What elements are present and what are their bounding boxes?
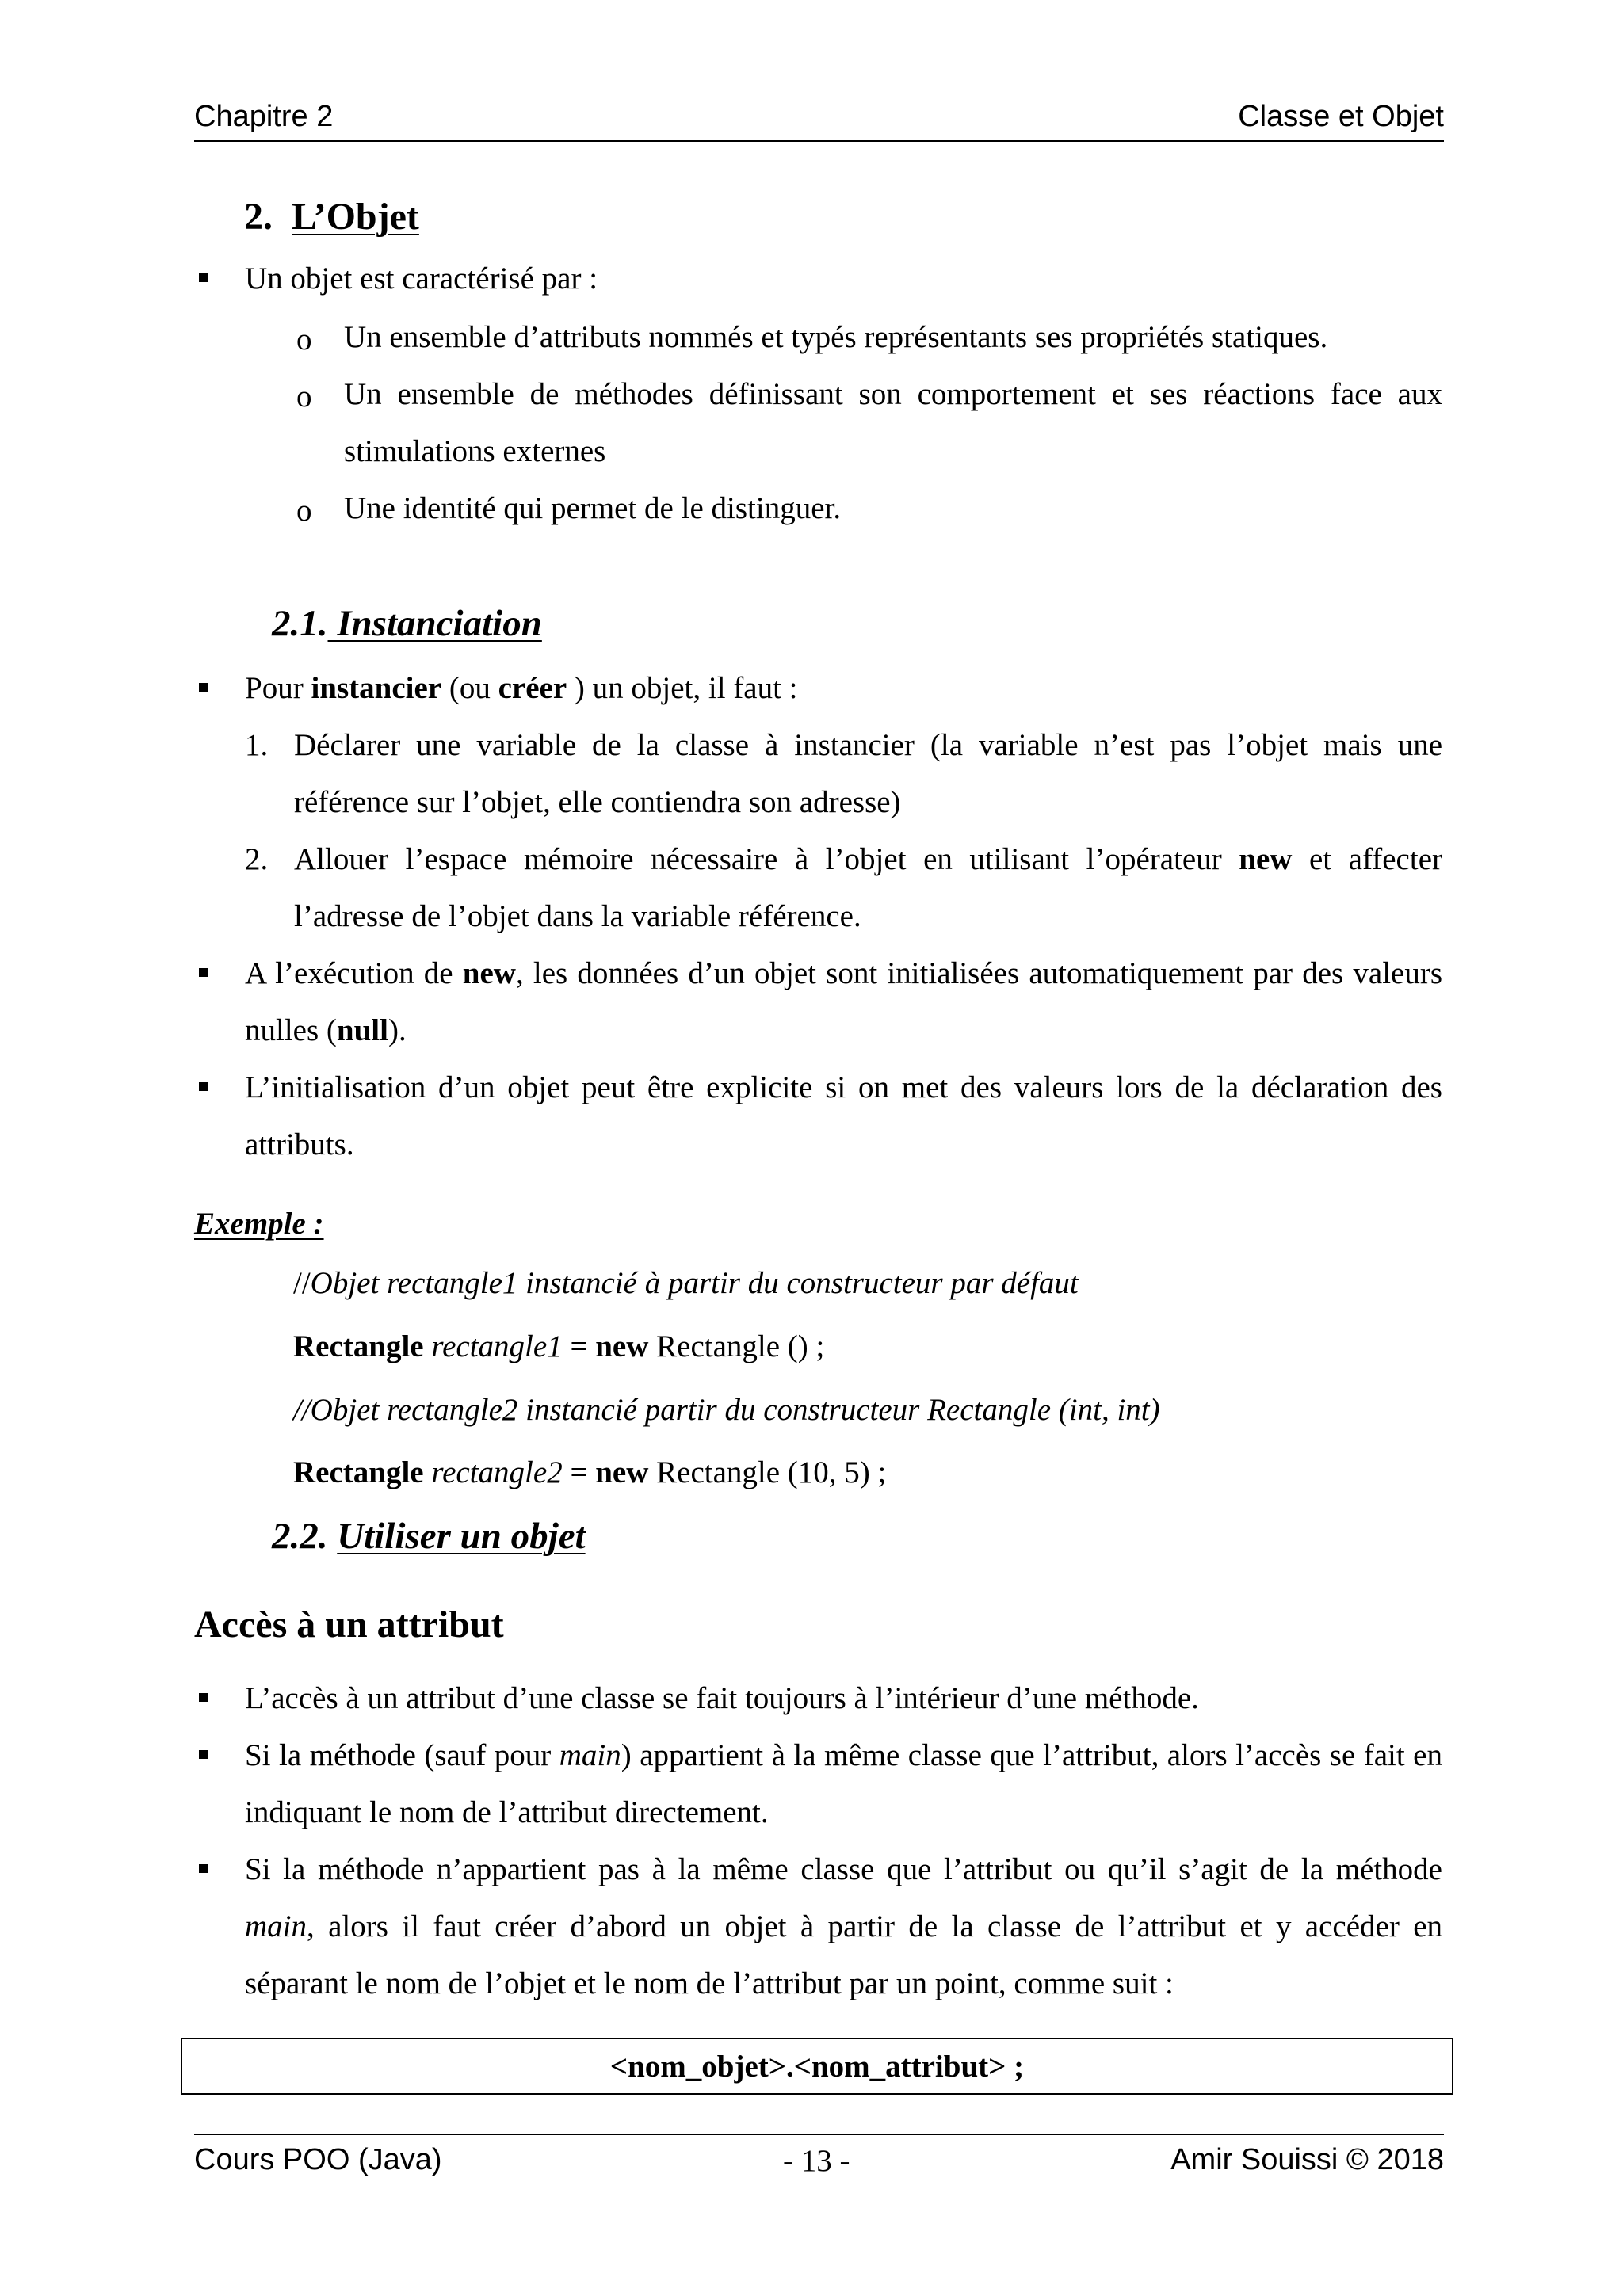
section-number: 2. <box>244 196 273 238</box>
subsection-number: 2.2. <box>272 1516 328 1557</box>
square-bullet-icon <box>199 1082 208 1091</box>
footer-author: Amir Souissi © 2018 <box>1170 2143 1444 2176</box>
square-bullet-icon <box>199 1864 208 1873</box>
square-bullet-icon <box>199 1750 208 1759</box>
bullet-text: L’initialisation d’un objet peut être explicite si on met des valeurs lors de la déclaration des attributs. <box>245 1070 1442 1161</box>
code-comment: //Objet rectangle2 instancié partir du constructeur Rectangle (int, int) <box>293 1393 1160 1427</box>
subitem-text: Un ensemble d’attributs nommés et typés représentants ses propriétés statiques. <box>344 320 1328 354</box>
subsection-number: 2.1. <box>272 603 328 644</box>
section-heading <box>244 195 419 238</box>
header-chapter: Chapitre 2 <box>194 100 334 133</box>
bullet-text: Un objet est caractérisé par : <box>245 261 598 296</box>
subsection-heading <box>272 1515 586 1558</box>
bullet-text: Si la méthode (sauf pour main) appartient à la même classe que l’attribut, alors l’accès se fait en indiquant le nom de l’attribut directement. <box>245 1738 1442 1829</box>
step-text: Allouer l’espace mémoire nécessaire à l’objet en utilisant l’opérateur new et affecter l’adresse de l’objet dans la variable référence. <box>294 842 1442 933</box>
square-bullet-icon <box>199 683 208 692</box>
header-title: Classe et Objet <box>1238 100 1444 133</box>
example-label: Exemple : <box>194 1207 324 1241</box>
bullet-text: Pour instancier (ou créer ) un objet, il faut : <box>245 671 798 705</box>
circle-bullet-icon: o <box>296 322 312 357</box>
section-title: L’Objet <box>292 196 419 238</box>
step-text: Déclarer une variable de la classe à instancier (la variable n’est pas l’objet mais une référence sur l’objet, elle contiendra son adresse) <box>294 728 1442 819</box>
step-number: 2. <box>245 842 269 876</box>
subitem-text: Une identité qui permet de le distinguer. <box>344 491 842 525</box>
square-bullet-icon <box>199 273 208 282</box>
page-number: - 13 - <box>783 2144 850 2178</box>
code-line: Rectangle rectangle2 = new Rectangle (10, 5) ; <box>293 1455 887 1489</box>
subsection-heading <box>272 602 542 645</box>
circle-bullet-icon: o <box>296 379 312 414</box>
header-rule <box>194 140 1444 142</box>
bullet-text: L’accès à un attribut d’une classe se fait toujours à l’intérieur d’une méthode. <box>245 1681 1199 1715</box>
footer-course: Cours POO (Java) <box>194 2143 442 2176</box>
step-number: 1. <box>245 728 269 762</box>
code-comment: //Objet rectangle1 instancié à partir du constructeur par défaut <box>293 1266 1079 1300</box>
bullet-text: Si la méthode n’appartient pas à la même classe que l’attribut ou qu’il s’agit de la méthode main, alors il faut créer d’abord un objet à partir de la classe de l’attribut et y accéder en séparant le nom de l’objet et le nom de l’attribut par un point, comme suit : <box>245 1852 1442 2000</box>
subsection-title: Utiliser un objet <box>337 1516 586 1557</box>
access-heading: Accès à un attribut <box>194 1604 504 1646</box>
square-bullet-icon <box>199 968 208 977</box>
code-line: Rectangle rectangle1 = new Rectangle () ; <box>293 1329 825 1363</box>
footer-rule <box>194 2134 1444 2135</box>
syntax-text: <nom_objet>.<nom_attribut> ; <box>609 2049 1025 2084</box>
syntax-box <box>181 2038 1453 2095</box>
subsection-title: Instanciation <box>327 603 542 644</box>
square-bullet-icon <box>199 1693 208 1702</box>
bullet-text: A l’exécution de new, les données d’un objet sont initialisées automatiquement par des valeurs nulles (null). <box>245 956 1443 1047</box>
subitem-text: Un ensemble de méthodes définissant son comportement et ses réactions face aux stimulations externes <box>344 377 1442 468</box>
circle-bullet-icon: o <box>296 494 312 528</box>
